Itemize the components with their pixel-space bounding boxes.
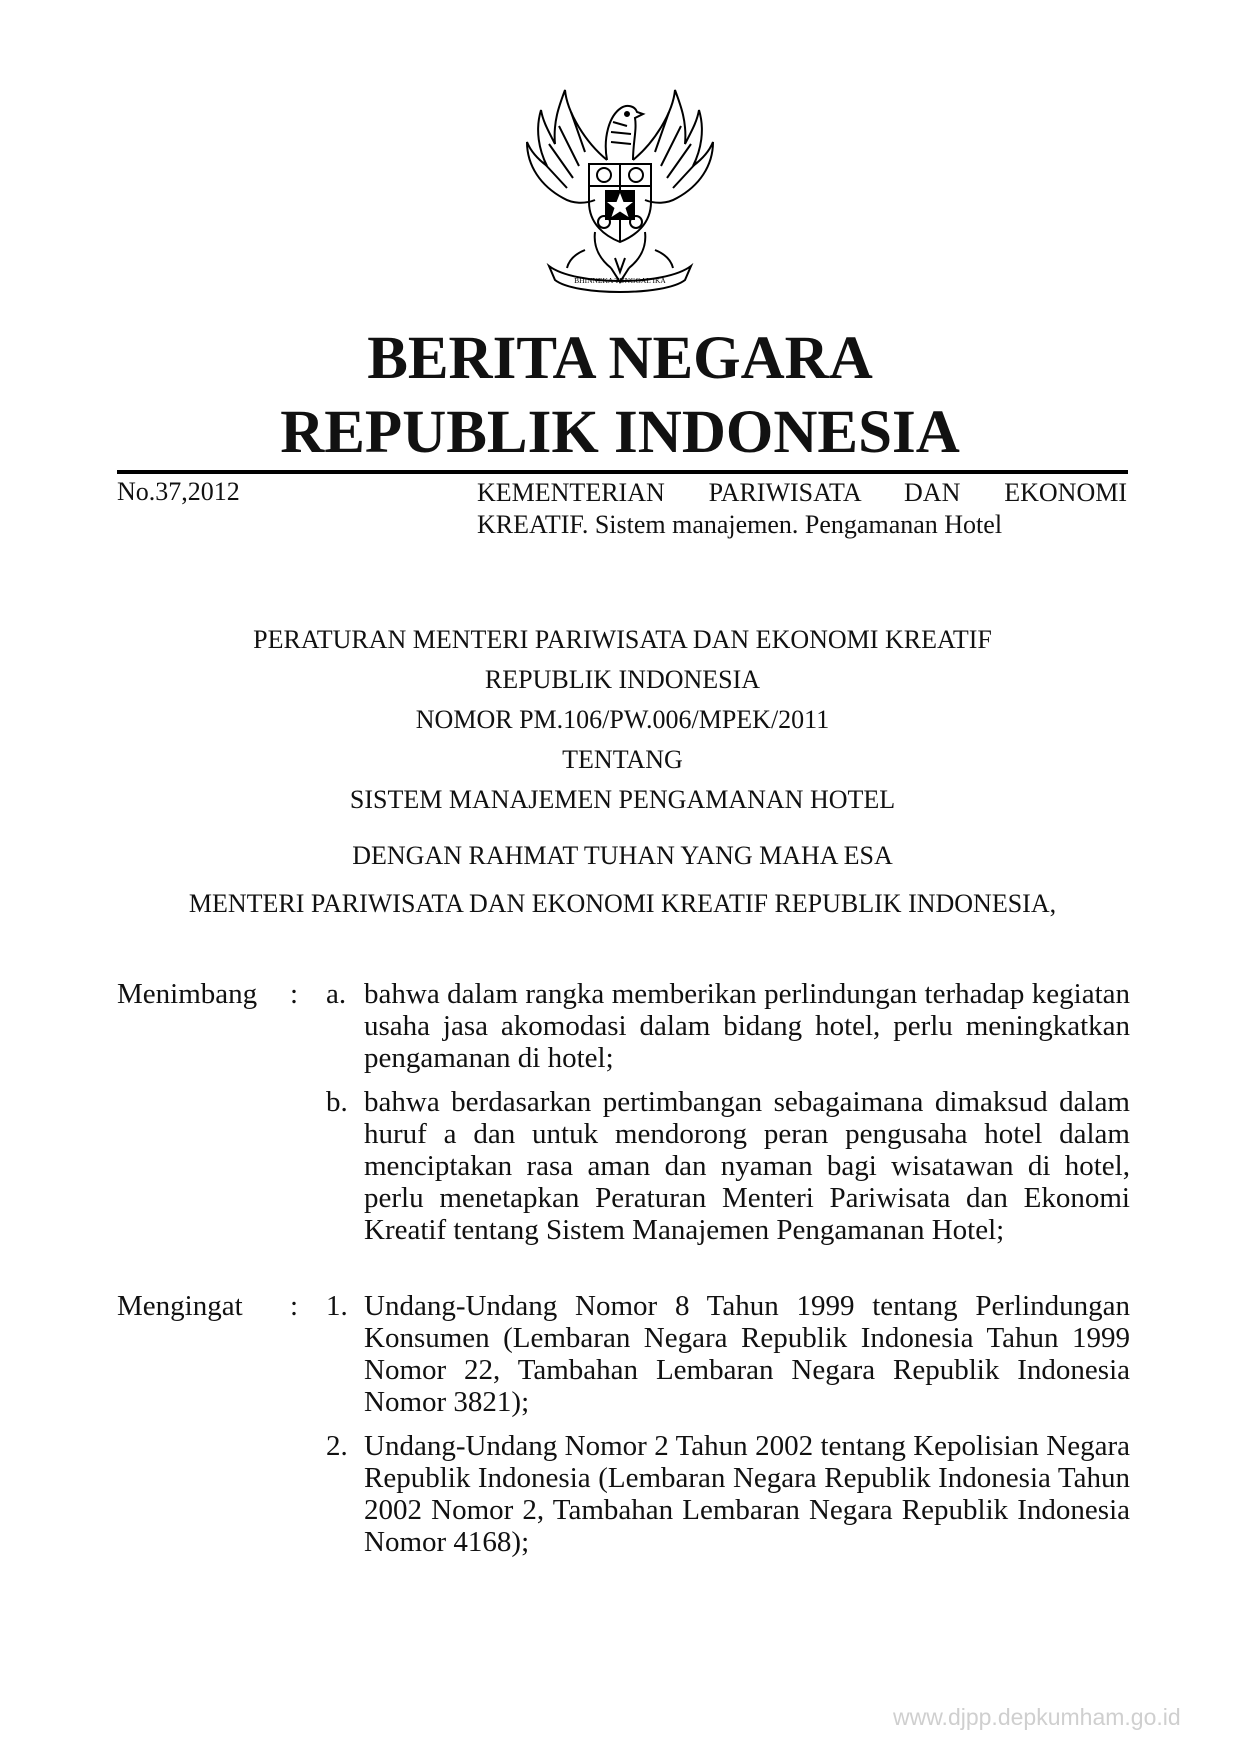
source-watermark: www.djpp.depkumham.go.id bbox=[893, 1704, 1181, 1730]
regulation-title-line-2: REPUBLIK INDONESIA bbox=[484, 665, 761, 694]
mengingat-item-mark: 1. bbox=[326, 1290, 348, 1322]
gazette-number: No.37,2012 bbox=[117, 477, 240, 506]
menimbang-item-mark: a. bbox=[326, 978, 347, 1010]
invocation: DENGAN RAHMAT TUHAN YANG MAHA ESA bbox=[352, 841, 893, 870]
issuing-authority: MENTERI PARIWISATA DAN EKONOMI KREATIF REPUBLIK INDONESIA, bbox=[188, 889, 1057, 918]
mengingat-item-mark: 2. bbox=[326, 1430, 348, 1462]
regulation-title-line-1: PERATURAN MENTERI PARIWISATA DAN EKONOMI KREATIF bbox=[253, 625, 992, 654]
garuda-pancasila-emblem-icon bbox=[515, 82, 725, 302]
regulation-subject: SISTEM MANAJEMEN PENGAMANAN HOTEL bbox=[349, 785, 896, 814]
regulation-number: NOMOR PM.106/PW.006/MPEK/2011 bbox=[415, 705, 830, 734]
menimbang-colon: : bbox=[290, 978, 299, 1010]
menimbang-item-text: bahwa berdasarkan pertimbangan sebagaimana dimaksud dalam huruf a dan untuk mendorong peran pengusaha hotel dalam menciptakan rasa aman dan nyaman bagi wisatawan di hotel, perlu menetapkan Peraturan Menteri Pariwisata dan Ekonomi Kreatif tentang Sistem Manajemen Pengamanan Hotel; bbox=[364, 1086, 1130, 1246]
menimbang-item-text: bahwa dalam rangka memberikan perlindungan terhadap kegiatan usaha jasa akomodasi dalam bidang hotel, perlu meningkatkan pengamanan di hotel; bbox=[364, 978, 1130, 1074]
masthead-title: BERITA NEGARA bbox=[367, 325, 873, 392]
menimbang-item-mark: b. bbox=[326, 1086, 348, 1118]
masthead-subtitle: REPUBLIK INDONESIA bbox=[280, 399, 960, 466]
mengingat-item-text: Undang-Undang Nomor 8 Tahun 1999 tentang Perlindungan Konsumen (Lembaran Negara Republik Indonesia Tahun 1999 Nomor 22, Tambahan Lembaran Negara Republik Indonesia Nomor 3821); bbox=[364, 1290, 1130, 1418]
mengingat-label: Mengingat bbox=[117, 1290, 243, 1322]
menimbang-label: Menimbang bbox=[117, 978, 258, 1010]
mengingat-colon: : bbox=[290, 1290, 299, 1322]
mengingat-item-text: Undang-Undang Nomor 2 Tahun 2002 tentang Kepolisian Negara Republik Indonesia (Lembaran Negara Republik Indonesia Tahun 2002 Nomor 2, Tambahan Lembaran Negara Republik Indonesia Nomor 4168); bbox=[364, 1430, 1130, 1558]
gazette-subject: KEMENTERIAN PARIWISATA DAN EKONOMI KREATIF. Sistem manajemen. Pengamanan Hotel bbox=[477, 478, 1127, 539]
regulation-tentang: TENTANG bbox=[562, 745, 683, 774]
emblem-motto: BHINNEKA TUNGGAL IKA bbox=[574, 276, 666, 285]
header-divider bbox=[117, 470, 1128, 474]
